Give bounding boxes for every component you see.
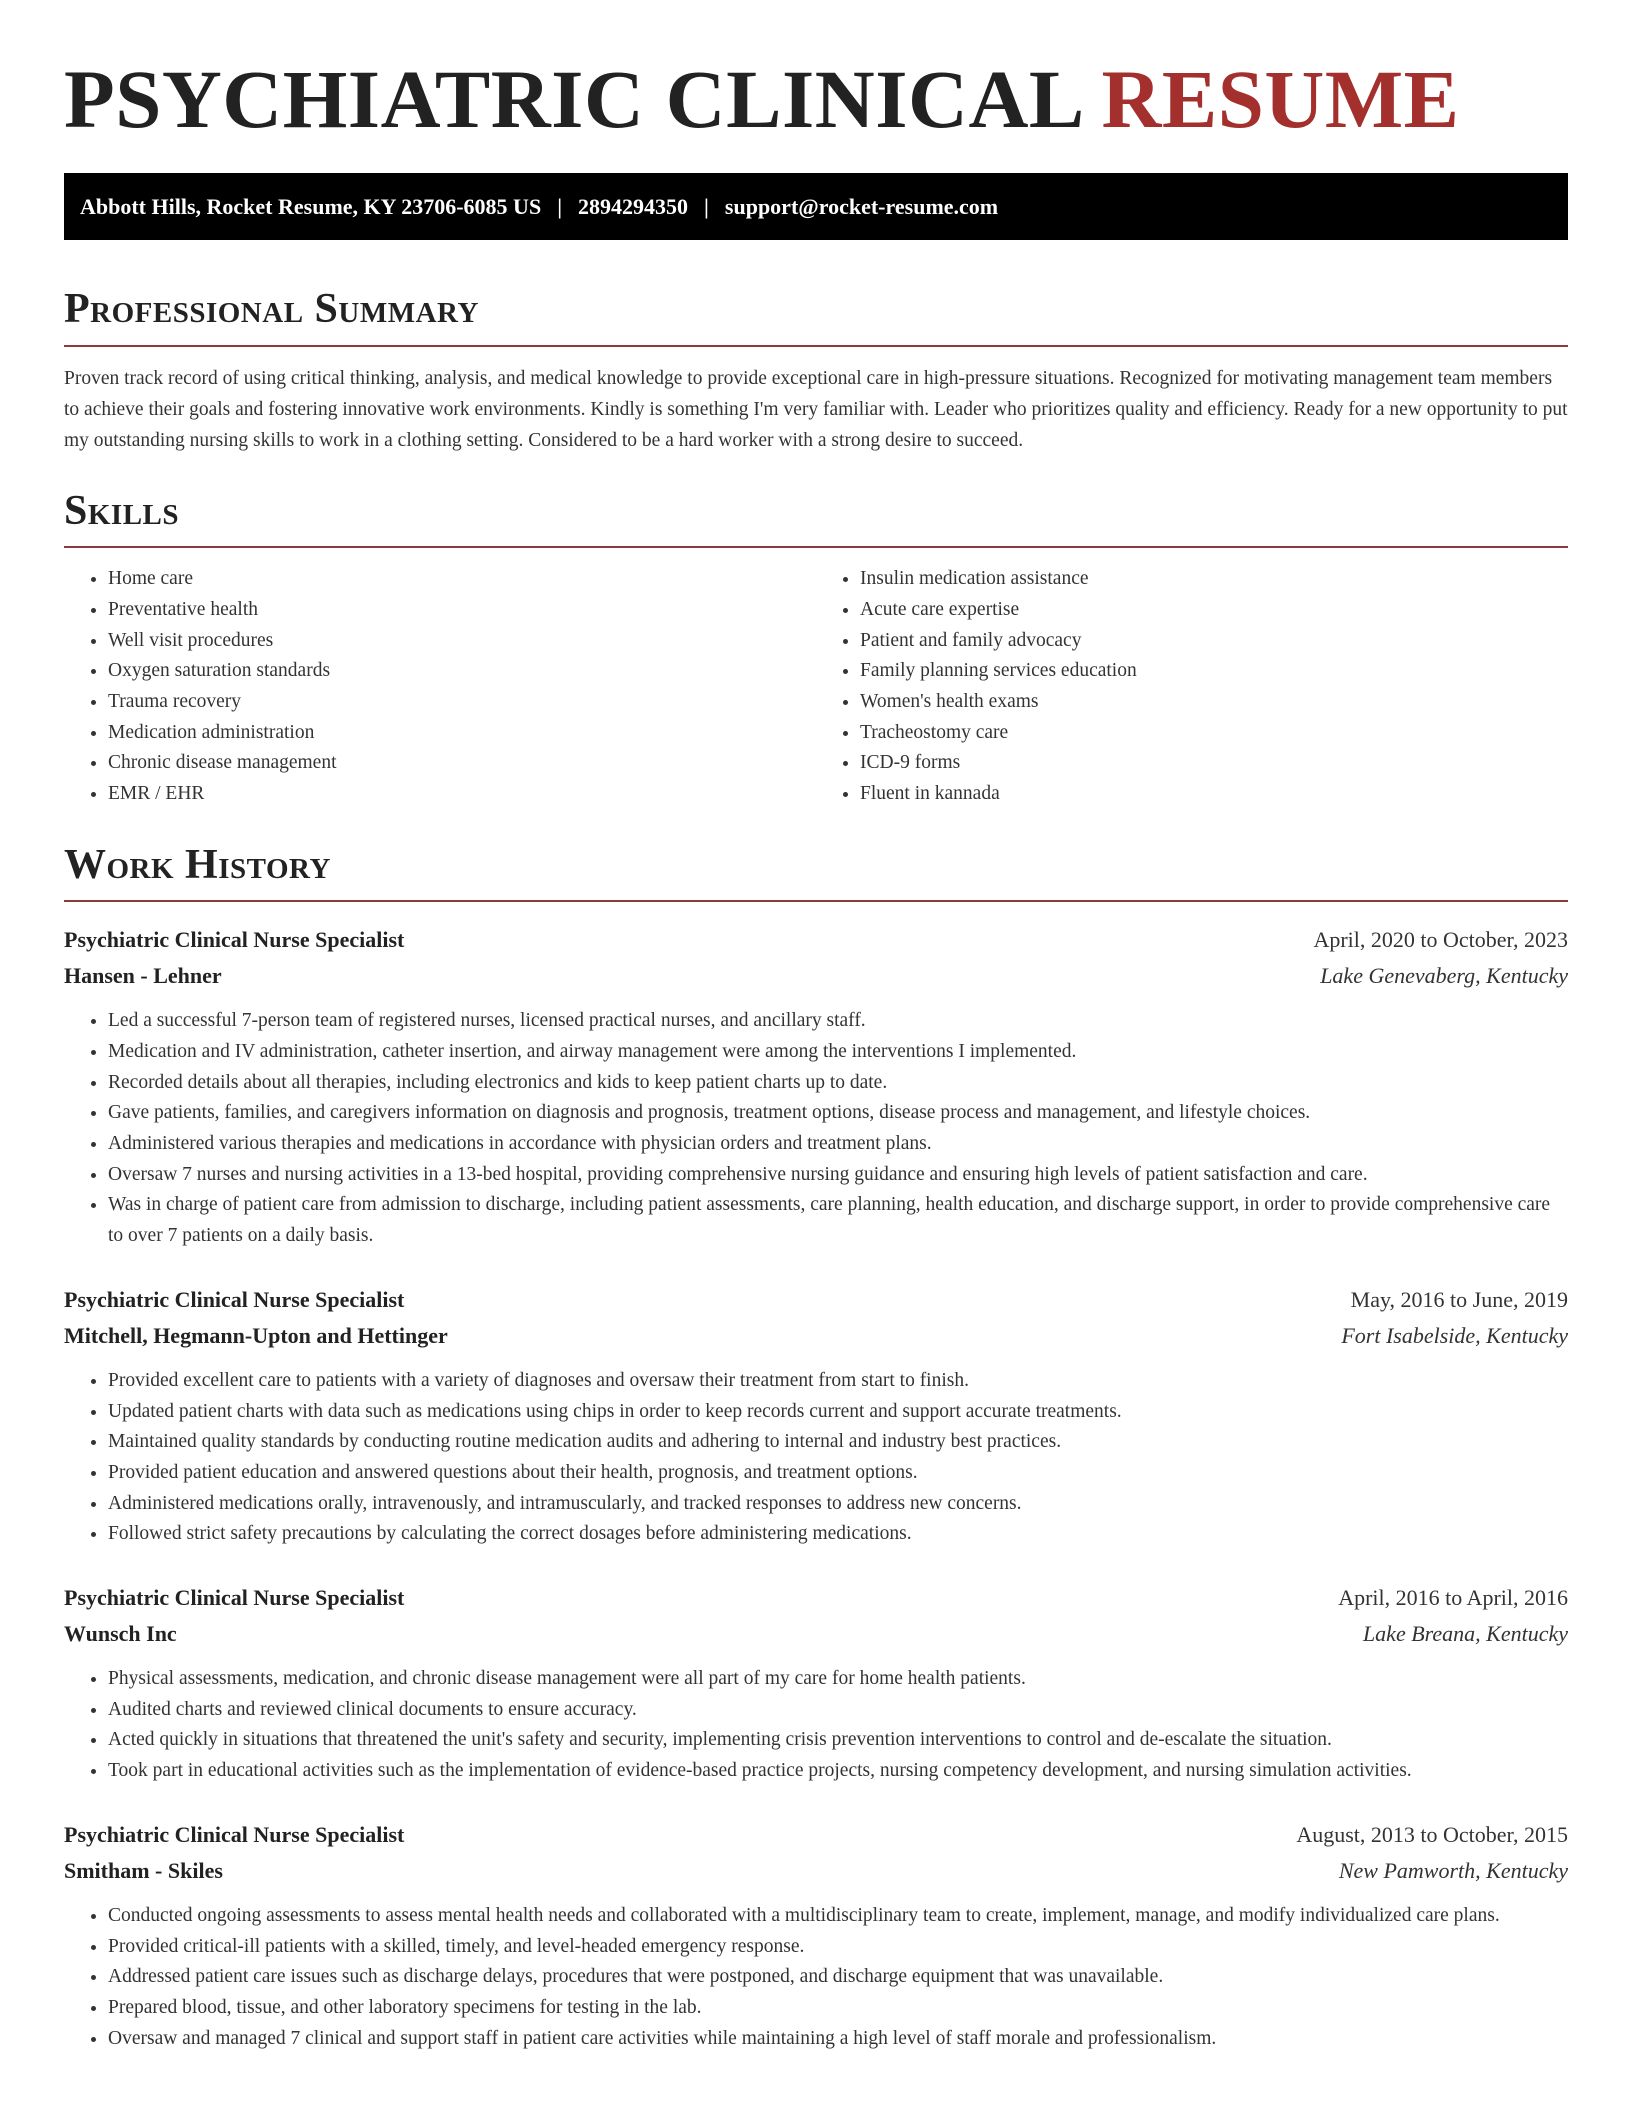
title-accent: RESUME bbox=[1101, 53, 1460, 145]
skill-item: • Family planning services education bbox=[860, 656, 1568, 687]
job-location: Lake Breana, Kentucky bbox=[1362, 1621, 1568, 1647]
job-bullet: • Administered various therapies and medications in accordance with physician orders and treatment plans. bbox=[108, 1129, 1568, 1160]
job-bullet: • Addressed patient care issues such as discharge delays, procedures that were postponed, and discharge equipment that was unavailable. bbox=[108, 1962, 1568, 1993]
job-entry bbox=[64, 1817, 1568, 2055]
job-dates: August, 2013 to October, 2015 bbox=[1296, 1821, 1568, 1847]
job-bullet: • Acted quickly in situations that threatened the unit's safety and security, implementing crisis prevention interventions to control and de-escalate the situation. bbox=[108, 1725, 1568, 1756]
job-bullet: • Gave patients, families, and caregivers information on diagnosis and prognosis, treatment options, disease process and management, and lifestyle choices. bbox=[108, 1098, 1568, 1129]
job-header-row bbox=[64, 1282, 1568, 1318]
job-bullet: • Was in charge of patient care from admission to discharge, including patient assessments, care planning, health education, and discharge support, in order to provide comprehensive care to over 7 patients on a daily basis. bbox=[108, 1190, 1568, 1251]
section-heading-skills: Skills bbox=[64, 486, 1568, 548]
skill-item: • EMR / EHR bbox=[108, 779, 816, 810]
job-bullet: • Provided critical-ill patients with a skilled, timely, and level-headed emergency response. bbox=[108, 1932, 1568, 1963]
skills-column-right bbox=[816, 564, 1568, 810]
job-title: Psychiatric Clinical Nurse Specialist bbox=[64, 927, 405, 953]
job-bullet: • Led a successful 7-person team of registered nurses, licensed practical nurses, and ancillary staff. bbox=[108, 1006, 1568, 1037]
skill-item: • Home care bbox=[108, 564, 816, 595]
job-bullets bbox=[64, 1366, 1568, 1550]
job-title: Psychiatric Clinical Nurse Specialist bbox=[64, 1286, 405, 1312]
title-main: PSYCHIATRIC CLINICAL bbox=[64, 53, 1081, 145]
job-bullet: • Conducted ongoing assessments to assess mental health needs and collaborated with a multidisciplinary team to create, implement, manage, and modify individualized care plans. bbox=[108, 1901, 1568, 1932]
skill-item: • Fluent in kannada bbox=[860, 779, 1568, 810]
contact-email[interactable]: support@rocket-resume.com bbox=[724, 193, 999, 219]
section-heading-summary: Professional Summary bbox=[64, 284, 1568, 346]
job-title: Psychiatric Clinical Nurse Specialist bbox=[64, 1821, 405, 1847]
section-heading-work: Work History bbox=[64, 840, 1568, 902]
skill-item: • Well visit procedures bbox=[108, 626, 816, 657]
job-subheader-row bbox=[64, 1853, 1568, 1889]
job-company: Mitchell, Hegmann-Upton and Hettinger bbox=[64, 1322, 448, 1348]
job-bullet: • Recorded details about all therapies, including electronics and kids to keep patient charts up to date. bbox=[108, 1068, 1568, 1099]
contact-separator: | bbox=[557, 193, 563, 219]
professional-summary-section bbox=[64, 284, 1568, 455]
job-bullet: • Physical assessments, medication, and chronic disease management were all part of my care for home health patients. bbox=[108, 1664, 1568, 1695]
job-company: Smitham - Skiles bbox=[64, 1857, 223, 1883]
skill-item: • Trauma recovery bbox=[108, 687, 816, 718]
job-company: Hansen - Lehner bbox=[64, 963, 222, 989]
job-bullet: • Provided excellent care to patients with a variety of diagnoses and oversaw their treatment from start to finish. bbox=[108, 1366, 1568, 1397]
skill-item: • Preventative health bbox=[108, 595, 816, 626]
job-bullet: • Updated patient charts with data such as medications using chips in order to keep records current and support accurate treatments. bbox=[108, 1397, 1568, 1428]
skill-item: • Tracheostomy care bbox=[860, 718, 1568, 749]
contact-bar bbox=[64, 173, 1568, 240]
skill-item: • ICD-9 forms bbox=[860, 748, 1568, 779]
job-entry bbox=[64, 922, 1568, 1252]
job-dates: April, 2020 to October, 2023 bbox=[1313, 927, 1568, 953]
job-bullet: • Followed strict safety precautions by calculating the correct dosages before administering medications. bbox=[108, 1519, 1568, 1550]
job-bullet: • Oversaw and managed 7 clinical and support staff in patient care activities while maintaining a high level of staff morale and professionalism. bbox=[108, 2024, 1568, 2055]
job-bullet: • Medication and IV administration, catheter insertion, and airway management were among the interventions I implemented. bbox=[108, 1037, 1568, 1068]
job-location: Lake Genevaberg, Kentucky bbox=[1320, 963, 1568, 989]
skill-item: • Patient and family advocacy bbox=[860, 626, 1568, 657]
skill-item: • Acute care expertise bbox=[860, 595, 1568, 626]
job-bullet: • Administered medications orally, intravenously, and intramuscularly, and tracked responses to address new concerns. bbox=[108, 1489, 1568, 1520]
job-bullet: • Maintained quality standards by conducting routine medication audits and adhering to internal and industry best practices. bbox=[108, 1427, 1568, 1458]
job-header-row bbox=[64, 1580, 1568, 1616]
skill-item: • Chronic disease management bbox=[108, 748, 816, 779]
skills-section bbox=[64, 486, 1568, 810]
summary-text: Proven track record of using critical thinking, analysis, and medical knowledge to provide exceptional care in high-pressure situations. Recognized for motivating management team members to achieve their goals and fostering innovative work environments. Kindly is something I'm very familiar with. Leader who prioritizes quality and efficiency. Ready for a new opportunity to put my outstanding nursing skills to work in a clothing setting. Considered to be a hard worker with a strong desire to succeed. bbox=[64, 367, 1568, 451]
skill-item: • Medication administration bbox=[108, 718, 816, 749]
job-entry bbox=[64, 1282, 1568, 1550]
job-subheader-row bbox=[64, 1616, 1568, 1652]
job-dates: April, 2016 to April, 2016 bbox=[1338, 1585, 1568, 1611]
job-company: Wunsch Inc bbox=[64, 1621, 177, 1647]
job-location: Fort Isabelside, Kentucky bbox=[1341, 1322, 1568, 1348]
job-subheader-row bbox=[64, 1318, 1568, 1354]
skills-column-left bbox=[64, 564, 816, 810]
resume-title bbox=[64, 52, 1568, 147]
job-location: New Pamworth, Kentucky bbox=[1338, 1857, 1568, 1883]
job-bullet: • Audited charts and reviewed clinical documents to ensure accuracy. bbox=[108, 1695, 1568, 1726]
job-bullets bbox=[64, 1006, 1568, 1252]
contact-phone: 2894294350 bbox=[578, 193, 689, 219]
job-bullet: • Oversaw 7 nurses and nursing activities in a 13-bed hospital, providing comprehensive nursing guidance and ensuring high levels of patient satisfaction and care. bbox=[108, 1160, 1568, 1191]
job-header-row bbox=[64, 922, 1568, 958]
job-bullets bbox=[64, 1664, 1568, 1787]
job-bullet: • Provided patient education and answered questions about their health, prognosis, and treatment options. bbox=[108, 1458, 1568, 1489]
job-bullet: • Prepared blood, tissue, and other laboratory specimens for testing in the lab. bbox=[108, 1993, 1568, 2024]
job-title: Psychiatric Clinical Nurse Specialist bbox=[64, 1585, 405, 1611]
work-history-section bbox=[64, 840, 1568, 2055]
skill-item: • Women's health exams bbox=[860, 687, 1568, 718]
contact-separator: | bbox=[704, 193, 709, 219]
job-entry bbox=[64, 1580, 1568, 1787]
job-dates: May, 2016 to June, 2019 bbox=[1350, 1286, 1568, 1312]
skill-item: • Oxygen saturation standards bbox=[108, 656, 816, 687]
skill-item: • Insulin medication assistance bbox=[860, 564, 1568, 595]
job-subheader-row bbox=[64, 958, 1568, 994]
job-bullet: • Took part in educational activities such as the implementation of evidence-based practice projects, nursing competency development, and nursing simulation activities. bbox=[108, 1756, 1568, 1787]
contact-address: Abbott Hills, Rocket Resume, KY 23706-6085 US bbox=[80, 193, 542, 219]
job-header-row bbox=[64, 1817, 1568, 1853]
job-bullets bbox=[64, 1901, 1568, 2055]
skills-grid bbox=[64, 564, 1568, 810]
